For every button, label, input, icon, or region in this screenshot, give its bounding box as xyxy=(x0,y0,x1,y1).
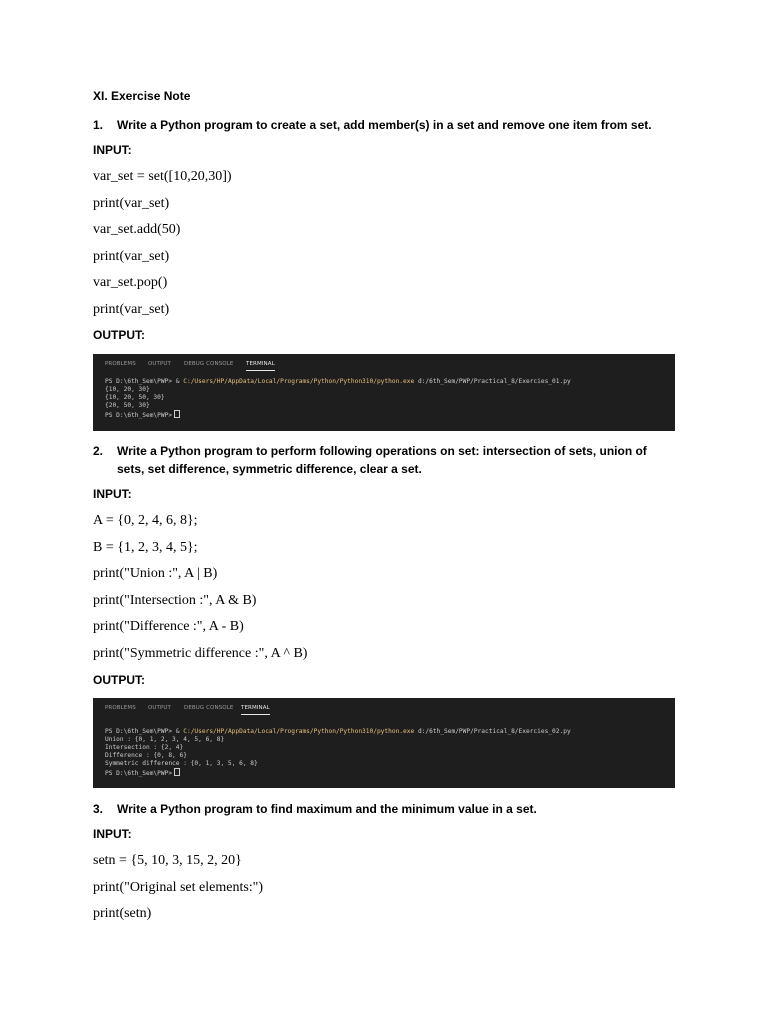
question-3 xyxy=(93,800,693,818)
q2-input-label: INPUT: xyxy=(93,487,132,501)
terminal-output-line: {20, 50, 30} xyxy=(105,402,150,409)
tab-terminal: TERMINAL xyxy=(246,361,275,367)
tab-output: OUTPUT xyxy=(148,361,172,367)
q2-code-line: A = {0, 2, 4, 6, 8}; xyxy=(93,513,198,528)
question-2-number: 2. xyxy=(93,444,104,458)
q1-input-label: INPUT: xyxy=(93,143,132,157)
terminal-prompt: PS D:\6th_Sem\PWP> & xyxy=(105,728,180,735)
tab-problems: PROBLEMS xyxy=(105,705,136,711)
q1-code-line: var_set.pop() xyxy=(93,275,168,290)
tab-debug-console: DEBUG CONSOLE xyxy=(184,361,234,367)
q3-input-label: INPUT: xyxy=(93,827,132,841)
terminal-output-line: {10, 20, 30} xyxy=(105,386,150,393)
tab-problems: PROBLEMS xyxy=(105,361,136,367)
q2-code-line: print("Symmetric difference :", A ^ B) xyxy=(93,646,308,661)
question-3-number: 3. xyxy=(93,802,104,816)
terminal-output-line: Union : {0, 1, 2, 3, 4, 5, 6, 8} xyxy=(105,736,225,743)
q3-code-line: setn = {5, 10, 3, 15, 2, 20} xyxy=(93,853,242,868)
terminal-arg: d:/6th_Sem/PWP/Practical_8/Exercies_01.py xyxy=(417,378,571,385)
terminal-tabs xyxy=(93,354,675,372)
terminal-prompt: PS D:\6th_Sem\PWP> & xyxy=(105,378,180,385)
q1-code-line: print(var_set) xyxy=(93,249,170,264)
question-3-text: Write a Python program to find maximum and the minimum value in a set. xyxy=(117,802,537,816)
q1-code-line: print(var_set) xyxy=(93,302,170,317)
q2-code-line: print("Union :", A | B) xyxy=(93,566,218,581)
terminal-command: C:/Users/HP/AppData/Local/Programs/Python/Python310/python.exe xyxy=(183,728,415,735)
question-2-text-line1: Write a Python program to perform following operations on set: intersection of sets, union of xyxy=(117,444,647,458)
terminal-command-line xyxy=(105,728,571,736)
question-1-number: 1. xyxy=(93,118,104,132)
terminal-output-line: {10, 20, 50, 30} xyxy=(105,394,165,401)
q1-code-line: var_set = set([10,20,30]) xyxy=(93,169,232,184)
terminal-command-line xyxy=(105,378,571,386)
question-1 xyxy=(93,116,693,134)
cursor-icon xyxy=(174,410,180,418)
terminal-output-line: Difference : {0, 8, 6} xyxy=(105,752,187,759)
terminal-end-line xyxy=(105,410,180,420)
q2-code-line: print("Intersection :", A & B) xyxy=(93,593,257,608)
question-1-text: Write a Python program to create a set, add member(s) in a set and remove one item from set. xyxy=(117,118,652,132)
terminal-output-line: Intersection : {2, 4} xyxy=(105,744,184,751)
q3-code-line: print("Original set elements:") xyxy=(93,880,264,895)
section-title: XI. Exercise Note xyxy=(93,89,191,103)
tab-terminal: TERMINAL xyxy=(241,705,270,711)
tab-debug-console: DEBUG CONSOLE xyxy=(184,705,234,711)
q2-output-label: OUTPUT: xyxy=(93,673,145,687)
terminal-end-prompt: PS D:\6th_Sem\PWP> xyxy=(105,770,173,777)
terminal-arg: d:/6th_Sem/PWP/Practical_8/Exercies_02.py xyxy=(417,728,571,735)
cursor-icon xyxy=(174,768,180,776)
terminal-end-line xyxy=(105,768,180,778)
q1-terminal-screenshot xyxy=(93,354,675,431)
question-2 xyxy=(93,442,693,478)
terminal-end-prompt: PS D:\6th_Sem\PWP> xyxy=(105,412,173,419)
tab-output: OUTPUT xyxy=(148,705,172,711)
q2-code-line: B = {1, 2, 3, 4, 5}; xyxy=(93,540,198,555)
q3-code-line: print(setn) xyxy=(93,906,152,921)
q2-code-line: print("Difference :", A - B) xyxy=(93,619,244,634)
terminal-command: C:/Users/HP/AppData/Local/Programs/Python/Python310/python.exe xyxy=(183,378,415,385)
q1-output-label: OUTPUT: xyxy=(93,328,145,342)
question-2-text-line2: sets, set difference, symmetric difference, clear a set. xyxy=(117,462,422,476)
q1-code-line: var_set.add(50) xyxy=(93,222,181,237)
terminal-output-line: Symmetric difference : {0, 1, 3, 5, 6, 8} xyxy=(105,760,258,767)
q1-code-line: print(var_set) xyxy=(93,196,170,211)
q2-terminal-screenshot xyxy=(93,698,675,788)
terminal-tabs xyxy=(93,698,675,716)
